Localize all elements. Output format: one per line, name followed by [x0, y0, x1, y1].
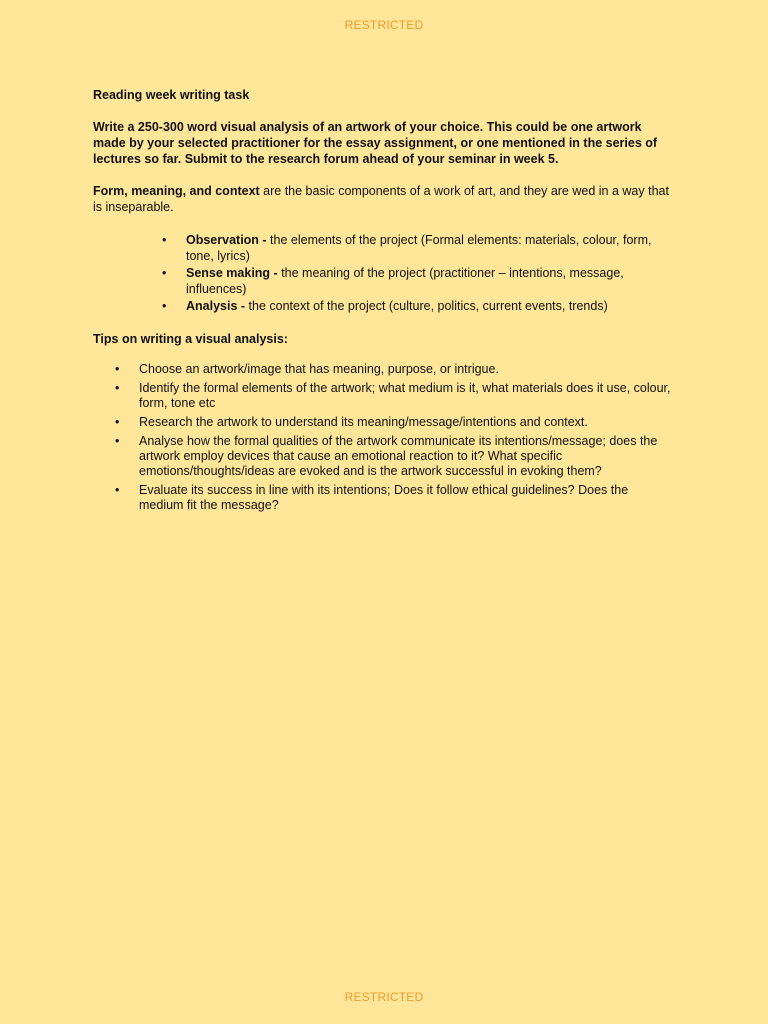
- list-item: [162, 298, 673, 314]
- bullet-icon: •: [115, 362, 120, 376]
- bullet-icon: •: [162, 233, 167, 247]
- bullet-icon: •: [162, 299, 167, 313]
- components-list: [93, 232, 673, 314]
- list-item: [115, 434, 673, 479]
- bullet-icon: •: [162, 266, 167, 280]
- bullet-icon: •: [115, 415, 120, 429]
- component-text: the elements of the project (Formal elements: materials, colour, form, tone, lyrics): [186, 233, 652, 263]
- tip-text: Research the artwork to understand its meaning/message/intentions and context.: [139, 415, 588, 429]
- intro-text: are the basic components of a work of art, and they are wed in a way that is inseparable.: [93, 184, 669, 214]
- component-text: the context of the project (culture, politics, current events, trends): [248, 299, 608, 313]
- bullet-icon: •: [115, 483, 120, 497]
- classification-label-bottom: RESTRICTED: [344, 990, 424, 1004]
- tip-text: Choose an artwork/image that has meaning, purpose, or intrigue.: [139, 362, 499, 376]
- tips-list: [93, 362, 673, 513]
- intro-bold-phrase: Form, meaning, and context: [93, 184, 260, 198]
- intro-paragraph: [93, 183, 673, 215]
- document-heading: Reading week writing task: [93, 88, 250, 102]
- list-item: [115, 362, 673, 377]
- list-item: [162, 265, 673, 297]
- tip-text: Identify the formal elements of the artwork; what medium is it, what materials does it use, colour, form, tone etc: [139, 381, 671, 410]
- component-term: Observation -: [186, 233, 271, 247]
- list-item: [162, 232, 673, 264]
- bullet-icon: •: [115, 381, 120, 395]
- list-item: [115, 483, 673, 513]
- component-term: Analysis -: [186, 299, 249, 313]
- tip-text: Evaluate its success in line with its intentions; Does it follow ethical guidelines? Does the medium fit the message?: [139, 483, 629, 512]
- bullet-icon: •: [115, 434, 120, 448]
- task-instructions: Write a 250-300 word visual analysis of an artwork of your choice. This could be one artwork made by your selected practitioner for the essay assignment, or one mentioned in the series of lectures so far. Submit to the research forum ahead of your seminar in week 5.: [93, 120, 658, 166]
- component-term: Sense making -: [186, 266, 282, 280]
- list-item: [115, 381, 673, 411]
- classification-label-top: RESTRICTED: [344, 18, 424, 32]
- component-text: the meaning of the project (practitioner – intentions, message, influences): [186, 266, 624, 296]
- tip-text: Analyse how the formal qualities of the artwork communicate its intentions/message; does the artwork employ devices that cause an emotional reaction to it? What specific emotions/thoughts/ideas are evoked and is the artwork successful in evoking them?: [139, 434, 658, 478]
- document-body: [93, 87, 673, 517]
- list-item: [115, 415, 673, 430]
- tips-heading: Tips on writing a visual analysis:: [93, 332, 288, 346]
